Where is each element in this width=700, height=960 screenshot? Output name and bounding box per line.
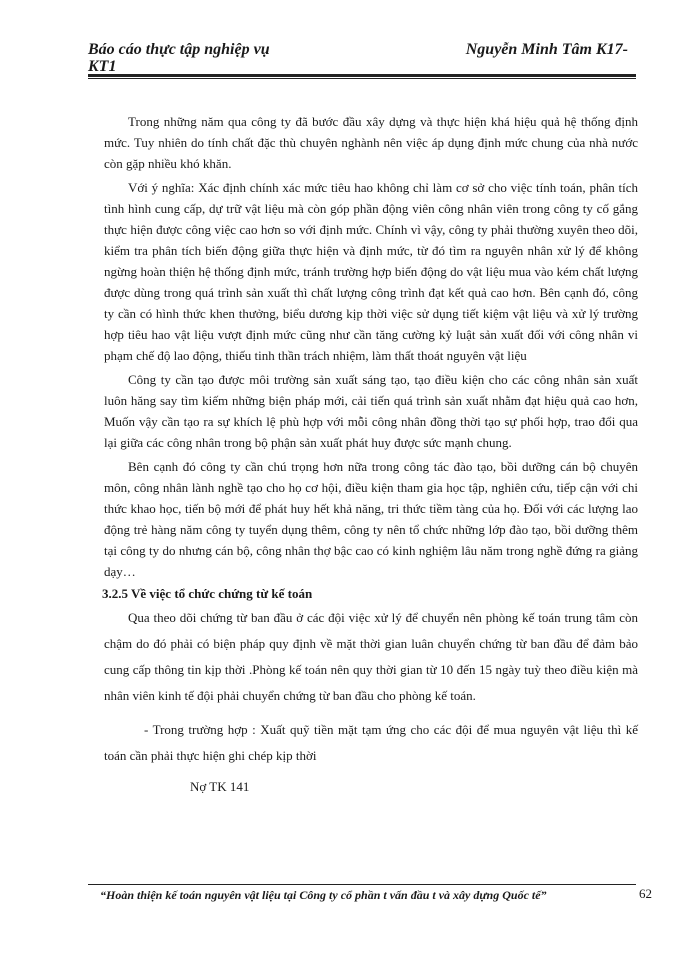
document-body: [104, 111, 638, 797]
header-divider-thin: [88, 78, 636, 79]
paragraph-5: Qua theo dõi chứng từ ban đầu ở các đội việc xử lý để chuyển nên phòng kế toán trung tâm còn chậm do đó phải có biện pháp quy định về mặt thời gian luân chuyển chứng từ ban đầu để đảm bảo cung cấp thông tin kịp thời .Phòng kế toán nên quy thời gian từ 10 đến 15 ngày tuỳ theo điều kiện mà nhân viên kinh tế đội phải chuyển chứng từ ban đầu cho phòng kế toán.: [104, 610, 638, 703]
accounting-entry: Nợ TK 141: [190, 779, 250, 794]
paragraph-3: Công ty cần tạo được môi trường sản xuất sáng tạo, tạo điều kiện cho các công nhân sản xuất luôn hăng say tìm kiếm những biện pháp mới, cải tiến quá trình sản xuất nhằm đạt hiệu quả cao hơn, Muốn vậy cần tạo ra sự khích lệ phù hợp với mỗi công nhân đồng thời tạo sự phối hợp, trao đổi qua lại giữa các công nhân trong bộ phận sản xuất phát huy được sức mạnh chung.: [104, 372, 638, 450]
paragraph-6: - Trong trường hợp : Xuất quỹ tiền mặt tạm ứng cho các đội để mua nguyên vật liệu thì kế toán cần phải thực hiện ghi chép kịp thời: [104, 722, 638, 763]
header-author: Nguyễn Minh Tâm K17-: [465, 41, 628, 58]
paragraph-2: Với ý nghĩa: Xác định chính xác mức tiêu hao không chỉ làm cơ sở cho việc tính toán, phân tích tình hình cung cấp, dự trữ vật liệu mà còn góp phần động viên công nhân viên trong công ty cố gắng thực hiện được công việc cao hơn so với định mức. Chính vì vậy, công ty phải thường xuyên theo dõi, kiểm tra phân tích biến động giữa thực hiện và định mức, từ đó tìm ra nguyên nhân xử lý để không ngừng hoàn thiện hệ thống định mức, tránh trường hợp biến động do vật liệu mua vào kém chất lượng được dùng trong quá trình sản xuất thì chất lượng công trình đạt kết quả cao hơn. Bên cạnh đó, công ty cần có hình thức khen thưởng, biểu dương kịp thời việc sử dụng tiết kiệm vật liệu và xử lý trường hợp tiêu hao vật liệu vượt định mức cũng như cần tăng cường kỷ luật sản xuất đối với công nhân vi phạm chế độ lao động, thiếu tinh thần trách nhiệm, làm thất thoát nguyên vật liệu: [104, 180, 638, 363]
header-divider-thick: [88, 74, 636, 77]
page-number: 62: [639, 886, 652, 901]
footer-divider: [88, 884, 636, 885]
paragraph-1: Trong những năm qua công ty đã bước đầu xây dựng và thực hiện khá hiệu quả hệ thống định mức. Tuy nhiên do tính chất đặc thù chuyên nghành nên việc áp dụng định mức chung của nhà nước còn gặp nhiều khó khăn.: [104, 114, 638, 171]
paragraph-4: Bên cạnh đó công ty cần chú trọng hơn nữa trong công tác đào tạo, bồi dưỡng cán bộ chuyên môn, công nhân lành nghề tạo cho họ cơ hội, điều kiện tham gia học tập, nghiên cứu, tiếp cận với chi thức khao học, tiến bộ mới để phát huy hết khả năng, tri thức tiềm tàng của họ. Đối với các lượng lao động trẻ hàng năm công ty tuyển dụng thêm, công ty nên tổ chức những lớp đào tạo, bồi dưỡng thêm tại công ty do nhưng cán bộ, công nhân thợ bậc cao có kinh nghiệm lâu năm trong nghề đứng ra giảng dạy…: [104, 459, 638, 579]
section-heading: 3.2.5 Về việc tổ chức chứng từ kế toán: [102, 586, 313, 601]
footer-title: “Hoàn thiện kế toán nguyên vật liệu tại Công ty cổ phần t vấn đầu t và xây dựng Quốc tế”: [100, 888, 547, 902]
header-report-title: Báo cáo thực tập nghiệp vụ KT1: [88, 41, 270, 75]
